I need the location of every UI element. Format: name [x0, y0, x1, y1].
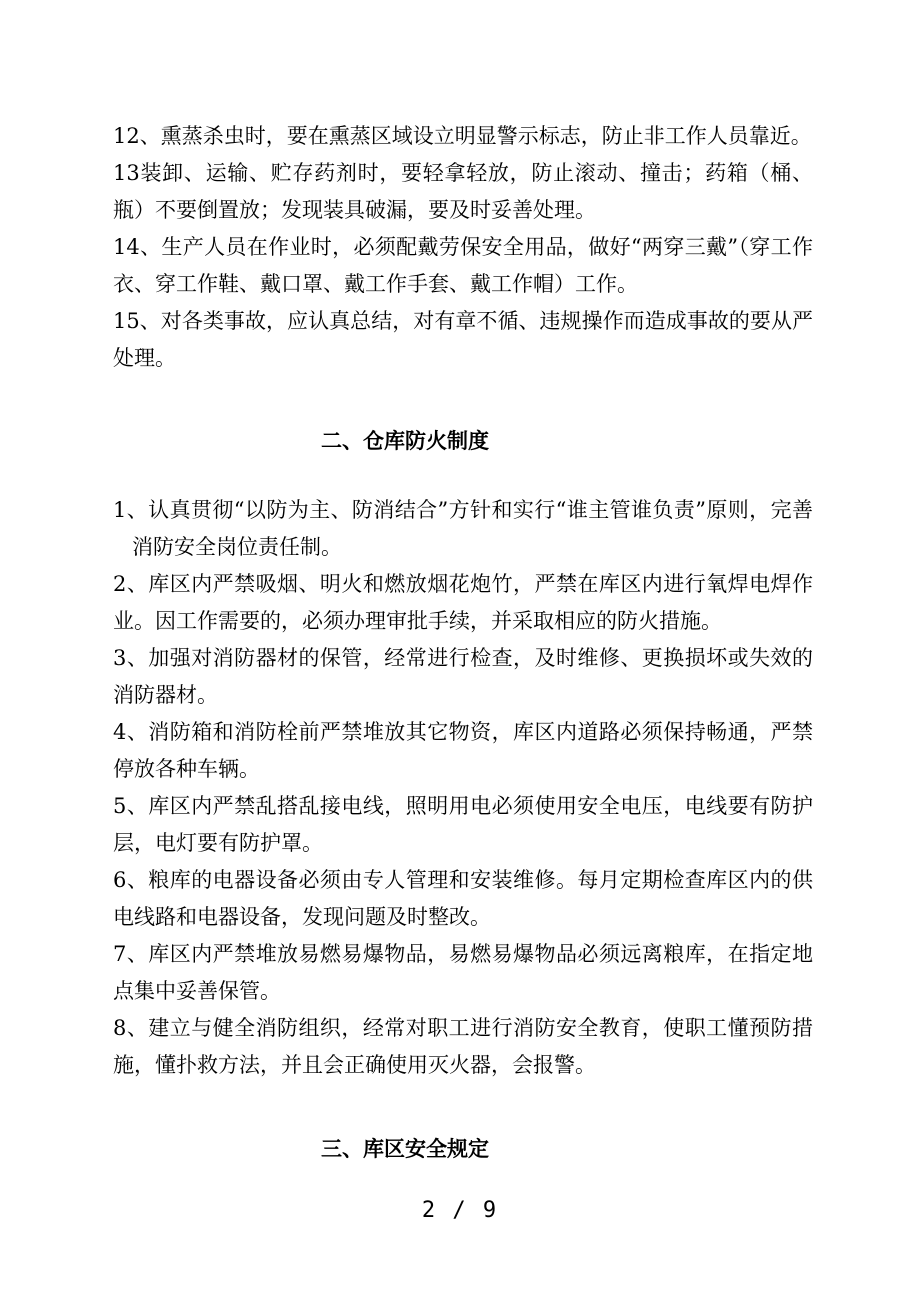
page-number: 2 / 9: [421, 1198, 499, 1223]
section-heading-warehouse-safety: 三、库区安全规定: [321, 1137, 489, 1161]
paragraph-item-14: 14、生产人员在作业时，必须配戴劳保安全用品，做好“两穿三戴”（穿工作衣、穿工作鞋、戴口罩、戴工作手套、戴工作帽）工作。: [113, 235, 813, 296]
paragraph-item-12: 12、熏蒸杀虫时，要在熏蒸区域设立明显警示标志，防止非工作人员靠近。: [113, 124, 812, 148]
paragraph-fire-item-4: 4、消防箱和消防栓前严禁堆放其它物资，库区内道路必须保持畅通，严禁停放各种车辆。: [113, 720, 813, 781]
section-heading-fire-prevention: 二、仓库防火制度: [321, 429, 489, 453]
paragraph-fire-item-2: 2、库区内严禁吸烟、明火和燃放烟花炮竹，严禁在库区内进行氧焊电焊作业。因工作需要的，必须办理审批手续，并采取相应的防火措施。: [113, 572, 813, 633]
document-body: [113, 118, 813, 1168]
paragraph-fire-item-7: 7、库区内严禁堆放易燃易爆物品，易燃易爆物品必须远离粮库，在指定地点集中妥善保管。: [113, 942, 813, 1003]
paragraph-item-13: 13装卸、运输、贮存药剂时，要轻拿轻放，防止滚动、撞击；药箱（桶、瓶）不要倒置放；发现装具破漏，要及时妥善处理。: [113, 161, 813, 222]
paragraph-item-15: 15、对各类事故，应认真总结，对有章不循、违规操作而造成事故的要从严处理。: [113, 309, 813, 370]
paragraph-fire-item-8: 8、建立与健全消防组织，经常对职工进行消防安全教育，使职工懂预防措施，懂扑救方法，并且会正确使用灭火器，会报警。: [113, 1016, 813, 1077]
paragraph-fire-item-1: 1、认真贯彻“以防为主、防消结合”方针和实行“谁主管谁负责”原则，完善消防安全岗位责任制。: [113, 498, 813, 559]
paragraph-fire-item-6: 6、粮库的电器设备必须由专人管理和安装维修。每月定期检查库区内的供电线路和电器设备，发现问题及时整改。: [113, 868, 813, 929]
paragraph-fire-item-5: 5、库区内严禁乱搭乱接电线，照明用电必须使用安全电压，电线要有防护层，电灯要有防护罩。: [113, 794, 813, 855]
paragraph-fire-item-3: 3、加强对消防器材的保管，经常进行检查，及时维修、更换损坏或失效的消防器材。: [113, 646, 813, 707]
